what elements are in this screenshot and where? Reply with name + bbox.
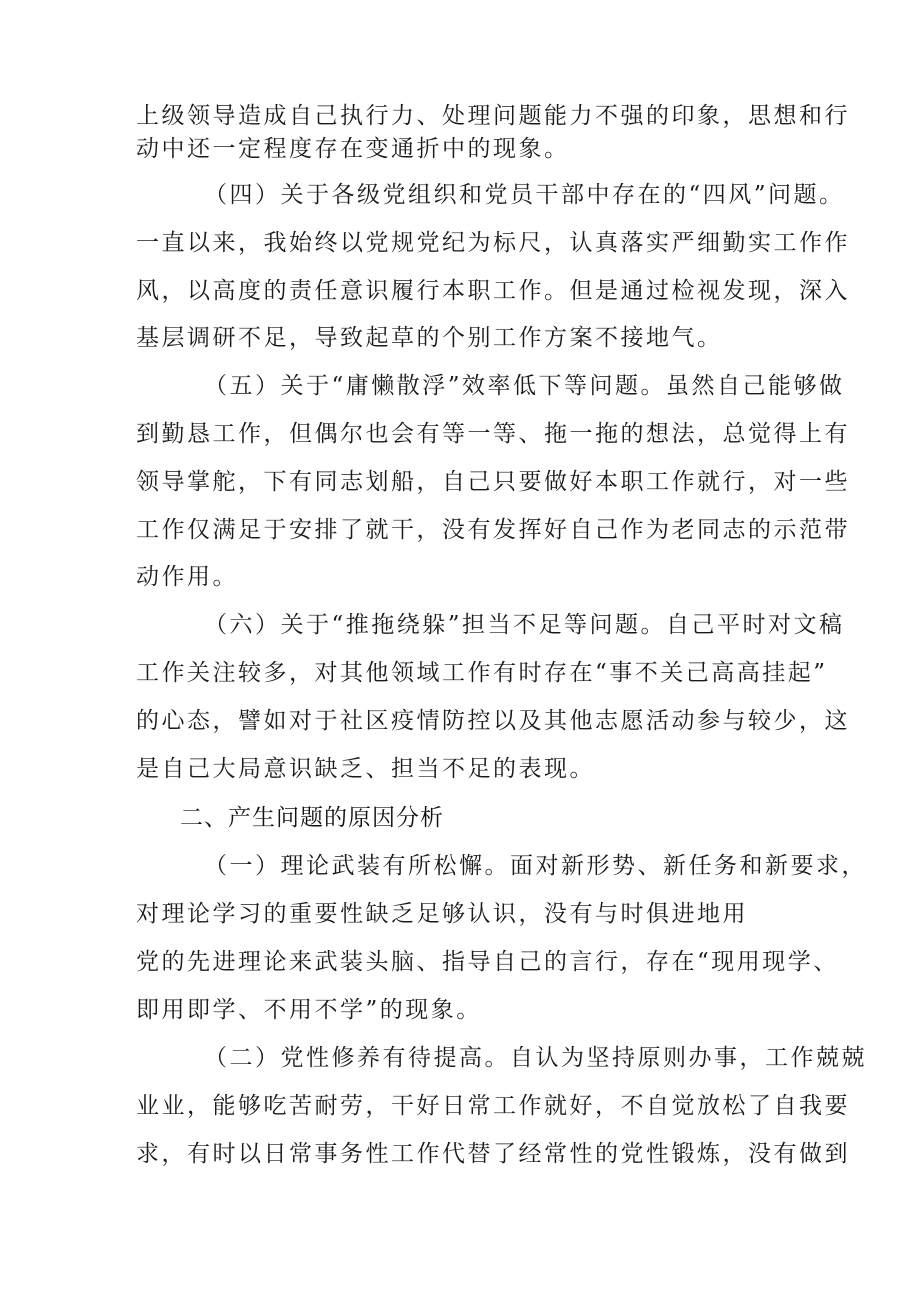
paragraph-start-5: （五）关于“庸懒散浮”效率低下等问题。虽然自己能够做 (204, 373, 845, 399)
paragraph-start-4: （四）关于各级党组织和党员干部中存在的“四风”问题。 (204, 182, 845, 208)
text-line: 风，以高度的责任意识履行本职工作。但是通过检视发现，深入 (136, 278, 850, 304)
text-line: 到勤恳工作，但偶尔也会有等一等、拖一拖的想法，总觉得上有 (136, 421, 850, 447)
text-line: 动中还一定程度存在变通折中的现象。 (136, 136, 570, 162)
text-line: 是自己大局意识缺乏、担当不足的表现。 (136, 756, 595, 782)
text-line: 工作仅满足于安排了就干，没有发挥好自己作为老同志的示范带 (136, 517, 850, 543)
text-line: 上级领导造成自己执行力、处理问题能力不强的印象，思想和行 (136, 103, 850, 129)
text-line: 业业，能够吃苦耐劳，干好日常工作就好，不自觉放松了自我要 (136, 1093, 850, 1119)
text-line: 的心态，譬如对于社区疫情防控以及其他志愿活动参与较少，这 (136, 708, 850, 734)
text-line: 对理论学习的重要性缺乏足够认识，没有与时俱进地用 (136, 901, 748, 927)
section-heading: 二、产生问题的原因分析 (180, 805, 444, 831)
paragraph-start-cause-2: （二）党性修养有待提高。自认为坚持原则办事，工作兢兢 (204, 1045, 867, 1071)
text-line: 党的先进理论来武装头脑、指导自己的言行，存在“现用现学、 (136, 949, 839, 975)
text-line: 基层调研不足，导致起草的个别工作方案不接地气。 (136, 325, 723, 351)
paragraph-start-cause-1: （一）理论武装有所松懈。面对新形势、新任务和新要求， (204, 853, 867, 879)
text-line: 即用即学、不用不学”的现象。 (136, 997, 482, 1023)
text-line: 求，有时以日常事务性工作代替了经常性的党性锻炼，没有做到 (136, 1141, 850, 1167)
text-line: 一直以来，我始终以党规党纪为标尺，认真落实严细勤实工作作 (136, 230, 850, 256)
text-line: 领导掌舵，下有同志划船，自己只要做好本职工作就行，对一些 (136, 469, 850, 495)
text-line: 动作用。 (136, 564, 238, 590)
paragraph-start-6: （六）关于“推拖绕躲”担当不足等问题。自己平时对文稿 (204, 612, 845, 638)
text-line: 工作关注较多，对其他领域工作有时存在“事不关己高高挂起” (136, 660, 828, 686)
